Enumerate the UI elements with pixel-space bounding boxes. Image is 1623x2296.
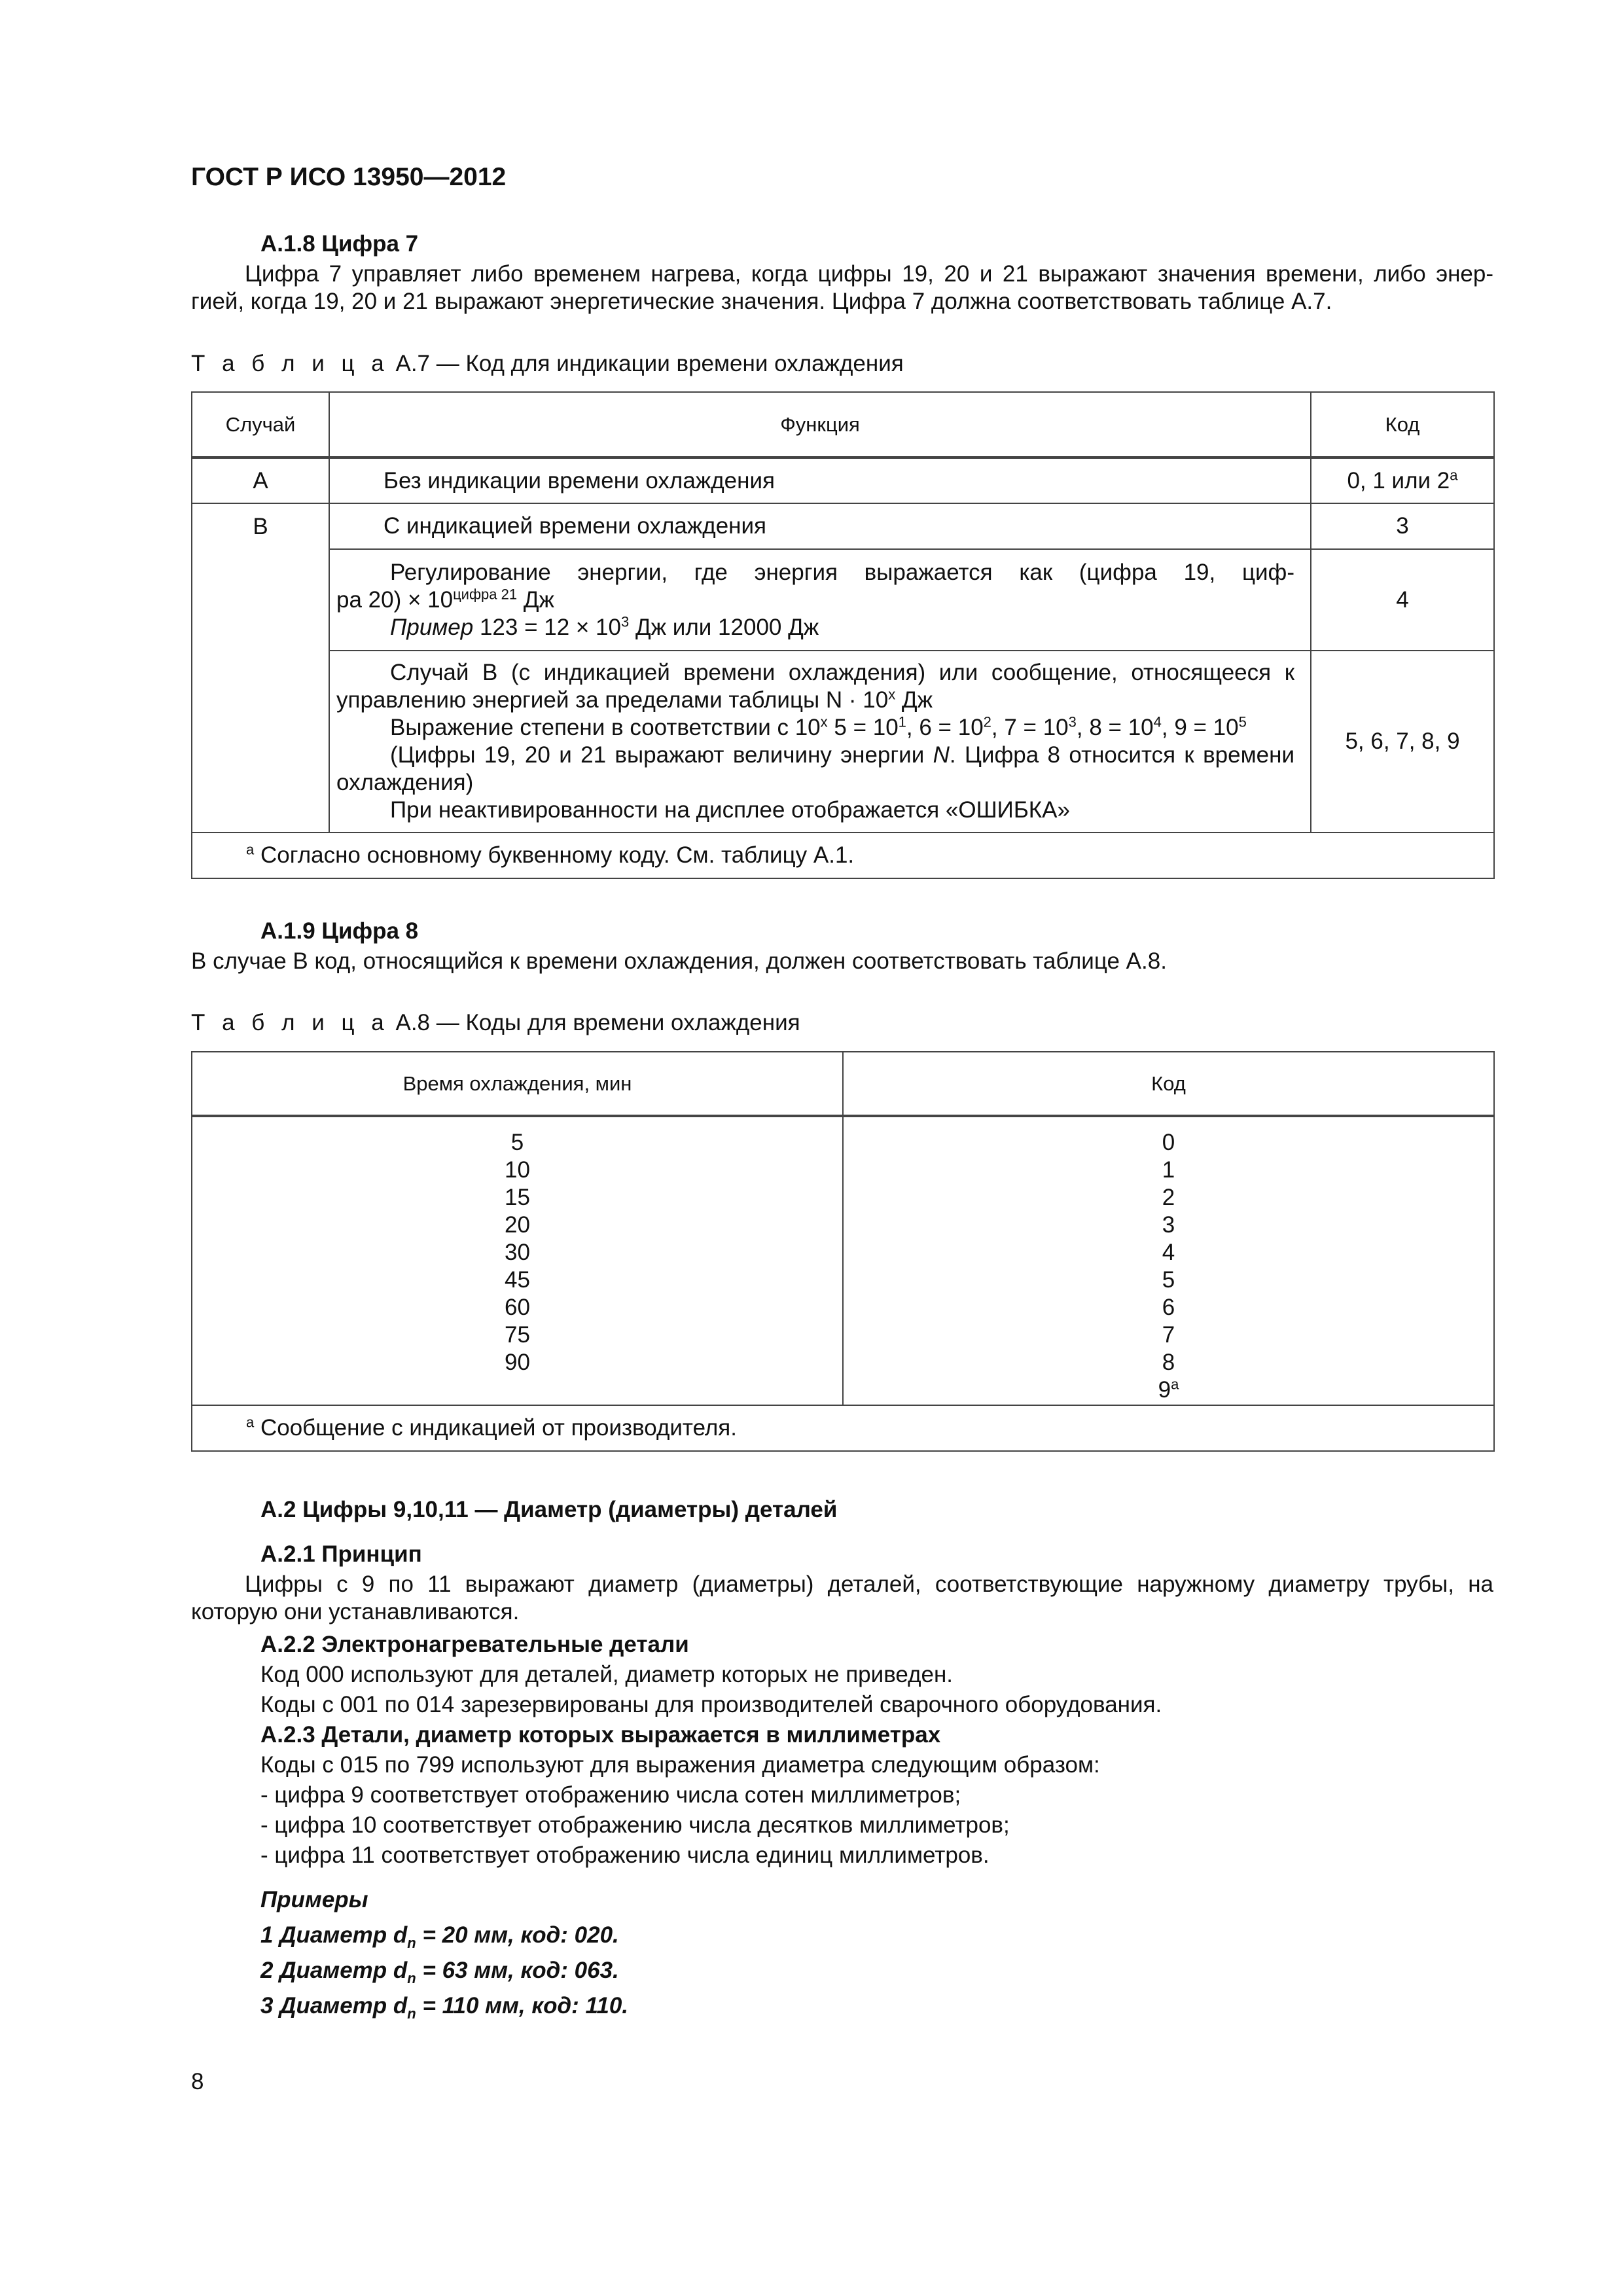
section-a18-heading: А.1.8 Цифра 7	[260, 231, 419, 257]
paragraph-line: гией, когда 19, 20 и 21 выражают энергетические значения. Цифра 7 должна соответствовать таблице А.7.	[191, 289, 1332, 314]
header-case: Случай	[192, 392, 329, 457]
table-cell-value: 15	[505, 1185, 530, 1210]
table-a8	[191, 1051, 1495, 1452]
list-item: - цифра 10 соответствует отображению числа десятков миллиметров;	[260, 1812, 1010, 1838]
table-header-row	[192, 392, 1494, 457]
case-cell: А	[192, 457, 329, 503]
header-code: Код	[1311, 392, 1494, 457]
table-cell-value: 5	[510, 1130, 524, 1155]
table-cell-value: 7	[1162, 1322, 1175, 1348]
code-cell: 4	[1311, 549, 1494, 651]
table-cell-value: 60	[505, 1295, 530, 1320]
table-cell-value: 2	[1162, 1185, 1175, 1210]
table-footnote: $^a$ Сообщение с индикацией от производителя.	[192, 1405, 1494, 1451]
time-column	[192, 1116, 843, 1405]
section-a21-heading: А.2.1 Принцип	[260, 1541, 422, 1567]
table-cell-value: 75	[505, 1322, 530, 1348]
section-a19-paragraph: В случае В код, относящийся к времени охлаждения, должен соответствовать таблице А.8.	[191, 948, 1167, 974]
table-row	[192, 457, 1494, 503]
header-code: Код	[843, 1052, 1494, 1116]
section-a22-line: Коды с 001 по 014 зарезервированы для производителей сварочного оборудования.	[260, 1692, 1162, 1717]
table-row	[192, 1116, 1494, 1405]
table-cell-value: 3	[1162, 1212, 1175, 1238]
section-a18-paragraph	[191, 260, 1493, 315]
example-item: 1 Диаметр $d_n = 20$ мм, код: 020.	[260, 1922, 619, 1951]
case-cell: В	[192, 503, 329, 833]
header-time: Время охлаждения, мин	[192, 1052, 843, 1116]
table-cell-value: 4	[1162, 1240, 1175, 1265]
code-cell: 3	[1311, 503, 1494, 549]
table-row	[192, 503, 1494, 549]
time-values	[192, 1129, 842, 1376]
table-cell-value: 0	[1162, 1130, 1175, 1155]
section-a23-line: Коды с 015 по 799 используют для выражения диаметра следующим образом:	[260, 1752, 1100, 1778]
table-header-row	[192, 1052, 1494, 1116]
table-cell-value: 6	[1162, 1295, 1175, 1320]
function-cell: С индикацией времени охлаждения	[329, 503, 1311, 549]
examples-title: Примеры	[260, 1887, 368, 1912]
header-function: Функция	[329, 392, 1311, 457]
table-a7-caption: Т а б л и ц а А.7 — Код для индикации времени охлаждения	[191, 351, 904, 376]
table-a7	[191, 391, 1495, 879]
function-cell: Регулирование энергии, где энергия выражается как (цифра 19, циф- ра $20) \times 10^{цифра 21}$ Дж Пример $123 = 12 \times 10^3$ Дж или 12000 Дж	[329, 549, 1311, 651]
code-column	[843, 1116, 1494, 1405]
document-header: ГОСТ Р ИСО 13950—2012	[191, 163, 507, 191]
table-cell-value: 90	[505, 1350, 530, 1375]
page-number: 8	[191, 2069, 204, 2094]
table-cell-value: 5	[1162, 1267, 1175, 1293]
code-value-last: 9$^a$	[1158, 1376, 1179, 1403]
table-footnote: $^a$ Согласно основному буквенному коду. См. таблицу А.1.	[192, 833, 1494, 878]
section-a21-paragraph: Цифры с 9 по 11 выражают диаметр (диаметры) деталей, соответствующие наружному диаметру трубы, на которую они устанавливаются.	[191, 1571, 1493, 1624]
list-item: - цифра 9 соответствует отображению числа сотен миллиметров;	[260, 1782, 961, 1808]
table-cell-value: 45	[505, 1267, 530, 1293]
list-item: - цифра 11 соответствует отображению числа единиц миллиметров.	[260, 1842, 990, 1868]
function-cell: Случай В (с индикацией времени охлаждения) или сообщение, относящееся к управлению энергией за пределами таблицы $N \cdot 10^x$ Дж Выражение степени в соответствии с 10$^x$ $5 = 10^1$, $6 = 10^2$, $7 = 10^3$, $8 = 10^4$, $9 = 10^5$ (Цифры 19, 20 и 21 выражают величину энергии N. Цифра 8 относится к времени охлаждения) При неактивированности на дисплее отображается «ОШИБКА»	[329, 651, 1311, 833]
table-cell-value: 8	[1162, 1350, 1175, 1375]
table-cell-value: 30	[505, 1240, 530, 1265]
code-values	[844, 1129, 1493, 1376]
table-cell-value: 10	[505, 1157, 530, 1183]
section-a22-heading: А.2.2 Электронагревательные детали	[260, 1632, 689, 1657]
section-a23-heading: А.2.3 Детали, диаметр которых выражается в миллиметрах	[260, 1722, 941, 1748]
code-cell: 0, 1 или 2$^a$	[1311, 457, 1494, 503]
section-a22-line: Код 000 используют для деталей, диаметр которых не приведен.	[260, 1662, 954, 1687]
paragraph-line: Цифра 7 управляет либо временем нагрева, когда цифры 19, 20 и 21 выражают значения времени, либо энер-	[245, 261, 1493, 287]
code-cell: 5, 6, 7, 8, 9	[1311, 651, 1494, 833]
table-a8-caption: Т а б л и ц а А.8 — Коды для времени охлаждения	[191, 1010, 800, 1035]
table-cell-value: 1	[1162, 1157, 1175, 1183]
function-cell: Без индикации времени охлаждения	[329, 457, 1311, 503]
section-a2-heading: А.2 Цифры 9,10,11 — Диаметр (диаметры) деталей	[260, 1497, 838, 1522]
table-row	[192, 651, 1494, 833]
table-footnote-row	[192, 1405, 1494, 1451]
example-item: 2 Диаметр $d_n = 63$ мм, код: 063.	[260, 1958, 619, 1986]
table-footnote-row	[192, 833, 1494, 878]
section-a19-heading: А.1.9 Цифра 8	[260, 918, 419, 944]
table-cell-value: 20	[505, 1212, 530, 1238]
example-item: 3 Диаметр $d_n = 110$ мм, код: 110.	[260, 1993, 629, 2022]
table-row	[192, 549, 1494, 651]
